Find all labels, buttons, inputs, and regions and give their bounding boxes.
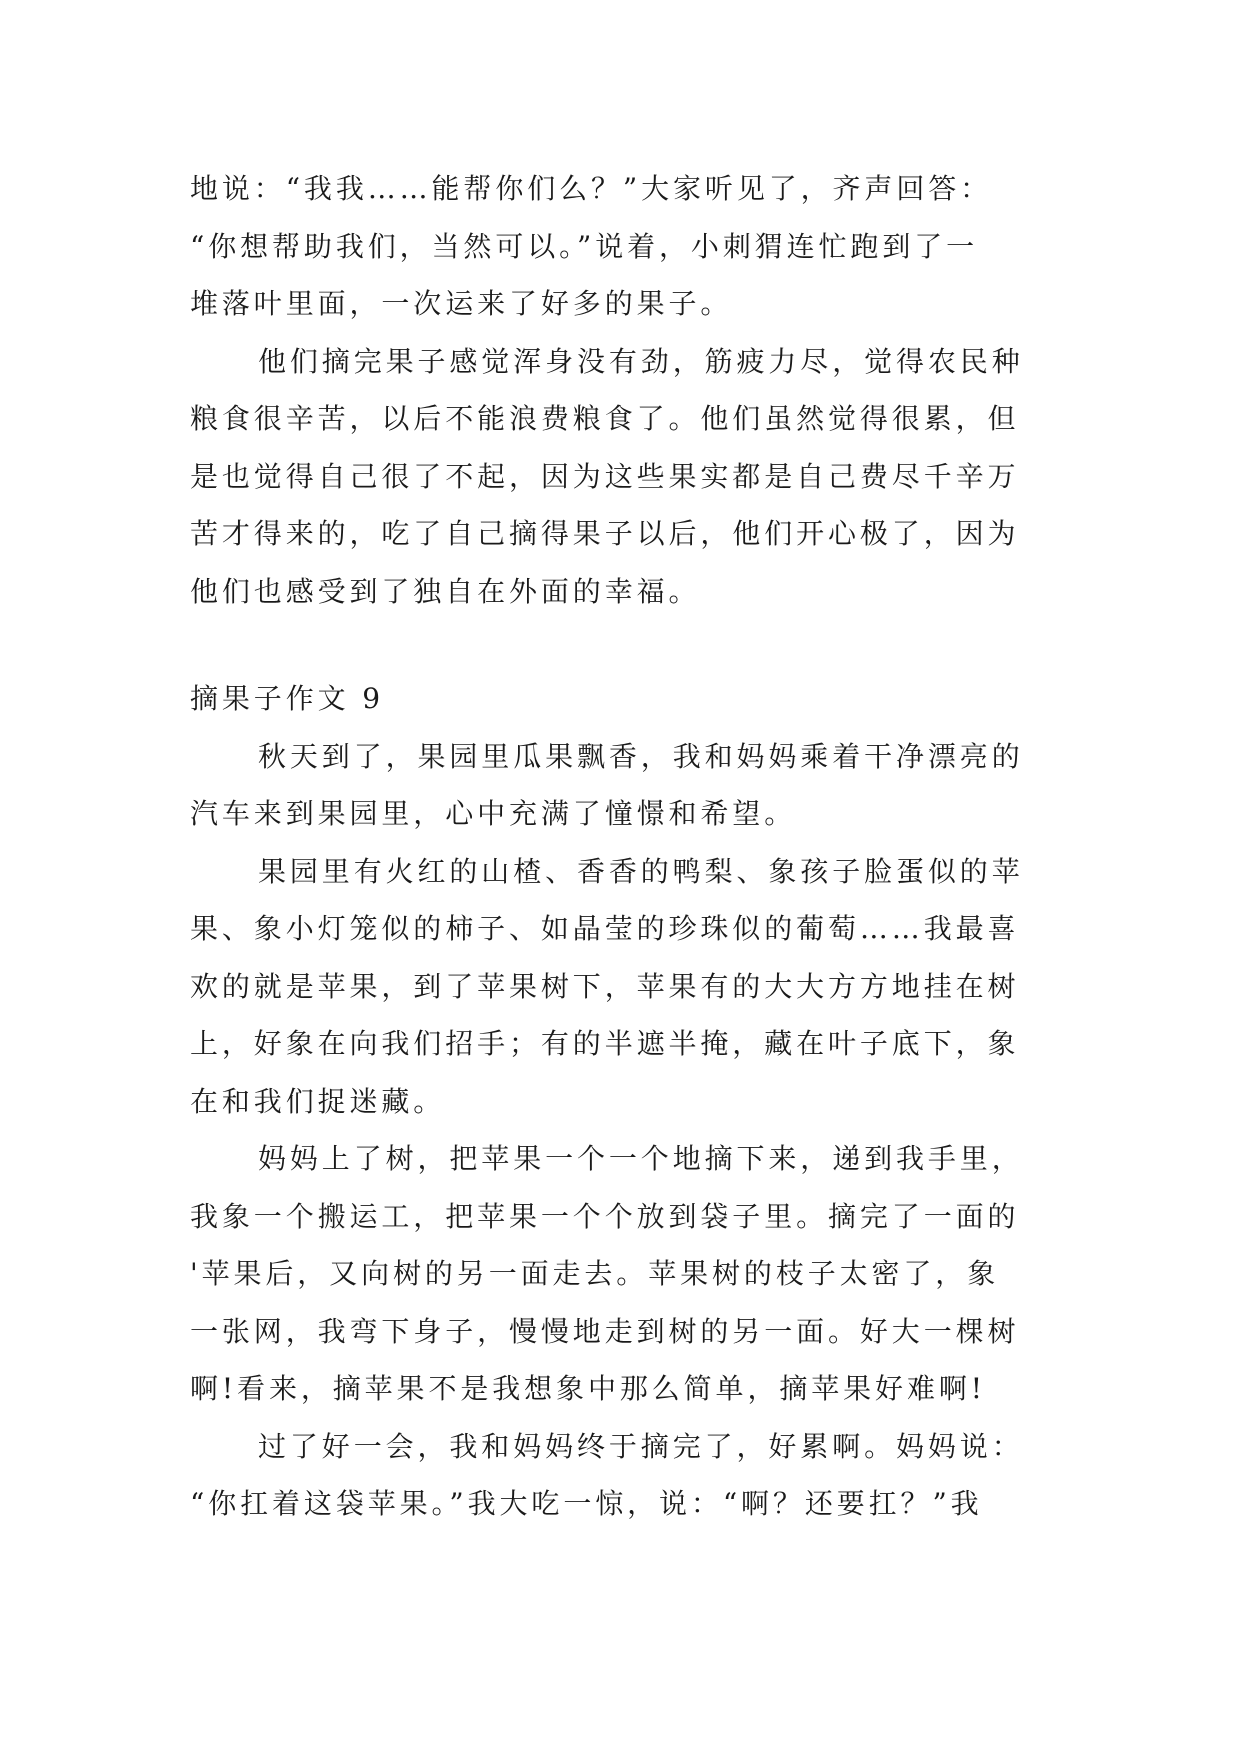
text-line: '苹果后，又向树的另一面走去。苹果树的枝子太密了，象 <box>190 1257 1000 1290</box>
text-line: 我象一个搬运工，把苹果一个个放到袋子里。摘完了一面的 <box>190 1199 1020 1233</box>
section-title: 摘果子作文 9 <box>190 682 385 715</box>
text-line: 妈妈上了树，把苹果一个一个地摘下来，递到我手里， <box>258 1142 1024 1175</box>
text-line: 苦才得来的，吃了自己摘得果子以后，他们开心极了，因为 <box>190 517 1020 550</box>
text-line: 秋天到了，果园里瓜果飘香，我和妈妈乘着干净漂亮的 <box>258 739 1024 773</box>
text-line: “你扛着这袋苹果。”我大吃一惊，说：“啊？还要扛？”我 <box>190 1487 983 1520</box>
text-line: 果园里有火红的山楂、香香的鸭梨、象孩子脸蛋似的苹 <box>258 854 1024 888</box>
text-line: 果、象小灯笼似的柿子、如晶莹的珍珠似的葡萄……我最喜 <box>190 912 1020 945</box>
text-line: 堆落叶里面，一次运来了好多的果子。 <box>190 287 733 320</box>
text-line: 一张网，我弯下身子，慢慢地走到树的另一面。好大一棵树 <box>190 1314 1020 1348</box>
document-body <box>190 160 1060 1533</box>
paragraph <box>190 1418 1060 1533</box>
text-line: 是也觉得自己很了不起，因为这些果实都是自己费尽千辛万 <box>190 459 1020 493</box>
paragraph <box>190 843 1060 1131</box>
text-line: 汽车来到果园里，心中充满了憧憬和希望。 <box>190 797 797 830</box>
text-line: 欢的就是苹果，到了苹果树下，苹果有的大大方方地挂在树 <box>190 969 1020 1003</box>
text-line: 他们也感受到了独自在外面的幸福。 <box>190 574 701 608</box>
paragraph <box>190 728 1060 843</box>
text-line: 地说：“我我……能帮你们么？”大家听见了，齐声回答： <box>190 172 993 205</box>
text-line: 啊!看来，摘苹果不是我想象中那么简单，摘苹果好难啊! <box>190 1372 986 1405</box>
text-line: “你想帮助我们，当然可以。”说着，小刺猬连忙跑到了一 <box>190 229 979 263</box>
text-line: 在和我们捉迷藏。 <box>190 1084 446 1118</box>
text-line: 过了好一会，我和妈妈终于摘完了，好累啊。妈妈说： <box>258 1429 1024 1463</box>
section-spacer <box>190 620 1060 670</box>
paragraph-continuation <box>190 160 1060 333</box>
text-line: 上，好象在向我们招手；有的半遮半掩，藏在叶子底下，象 <box>190 1027 1020 1060</box>
text-line: 粮食很辛苦，以后不能浪费粮食了。他们虽然觉得很累，但 <box>190 402 1020 435</box>
paragraph <box>190 333 1060 621</box>
text-line: 他们摘完果子感觉浑身没有劲，筋疲力尽，觉得农民种 <box>258 344 1024 378</box>
paragraph <box>190 1130 1060 1418</box>
